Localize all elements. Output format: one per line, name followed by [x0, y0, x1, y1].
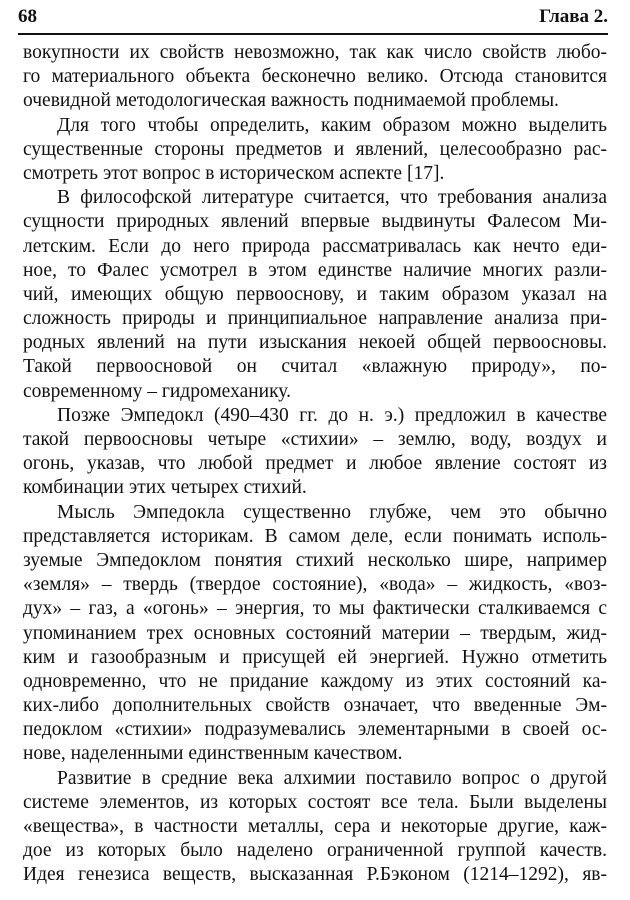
text-line: Идея генезиса веществ, высказанная Р.Бэконом (1214–1292), яв- [23, 864, 607, 886]
text-line: педоклом «стихии» подразумевались элементарными в своей ос- [23, 719, 607, 741]
header-rule [18, 33, 608, 35]
text-line: сущности природных явлений впервые выдвинуты Фалесом Ми- [23, 211, 607, 233]
text-line: огонь, указав, что любой предмет и любое явление состоят из [23, 453, 607, 475]
text-line: современному – гидромеханику. [23, 380, 291, 402]
text-line: Позже Эмпедокл (490–430 гг. до н. э.) предложил в качестве [57, 404, 607, 426]
text-line: дое из которых было наделено ограниченной группой качеств. [23, 840, 607, 862]
text-line: Мысль Эмпедокла существенно глубже, чем это обычно [57, 501, 607, 523]
body-text [23, 41, 607, 888]
text-line: сложность природы и принципиальное направление анализа при- [23, 308, 607, 330]
text-line: зуемые Эмпедоклом понятия стихий несколько шире, например [23, 549, 607, 571]
text-line: летским. Если до него природа рассматривалась как нечто еди- [23, 235, 607, 257]
paragraph [23, 114, 607, 187]
text-line: родных явлений на пути изыскания некоей общей первоосновы. [23, 332, 607, 354]
text-line: «земля» – твердь (твердое состояние), «вода» – жидкость, «воз- [23, 574, 607, 596]
text-line: представляется историкам. В самом деле, если понимать исполь- [23, 525, 607, 547]
text-line: Для того чтобы определить, каким образом можно выделить [57, 114, 607, 136]
text-line: существенные стороны предметов и явлений, целесообразно рас- [23, 138, 607, 160]
text-line: Развитие в средние века алхимии поставило вопрос о другой [57, 767, 607, 789]
paragraph [23, 186, 607, 404]
paragraph [23, 501, 607, 767]
text-line: ких-либо дополнительных свойств означает, что введенные Эм- [23, 695, 607, 717]
text-line: «вещества», в частности металлы, сера и некоторые другие, каж- [23, 816, 607, 837]
chapter-title: Глава 2. [539, 6, 608, 27]
text-line: ким и газообразным и присущей ей энергией. Нужно отметить [23, 646, 607, 668]
text-line: вокупности их свойств невозможно, так как число свойств любо- [23, 42, 607, 63]
text-line: В философской литературе считается, что требования анализа [57, 187, 607, 209]
text-line: такой первоосновы четыре «стихии» – землю, воду, воздух и [23, 429, 607, 450]
running-head [18, 4, 608, 30]
text-line: комбинации этих четырех стихий. [23, 477, 307, 499]
text-line: нове, наделенными единственным качеством. [23, 743, 403, 765]
text-line: смотреть этот вопрос в историческом аспекте [17]. [23, 162, 445, 184]
paragraph [23, 767, 607, 888]
text-line: системе элементов, из которых состоят все тела. Были выделены [23, 791, 607, 813]
text-line: упоминанием трех основных состояний материи – твердым, жид- [23, 622, 607, 644]
paragraph [23, 404, 607, 501]
text-line: ное, то Фалес усмотрел в этом единстве наличие многих разли- [23, 259, 607, 281]
paragraph [23, 41, 607, 114]
text-line: го материального объекта бесконечно велико. Отсюда становится [23, 66, 607, 88]
text-line: одновременно, что не придание каждому из этих состояний ка- [23, 670, 607, 692]
text-line: Такой первоосновой он считал «влажную природу», по- [23, 356, 607, 378]
page-number: 68 [18, 6, 37, 27]
text-line: дух» – газ, а «огонь» – энергия, то мы фактически сталкиваемся с [23, 598, 607, 620]
text-line: очевидной методологическая важность поднимаемой проблемы. [23, 90, 559, 112]
text-line: чий, имеющих общую первооснову, и таким образом указал на [23, 283, 607, 305]
